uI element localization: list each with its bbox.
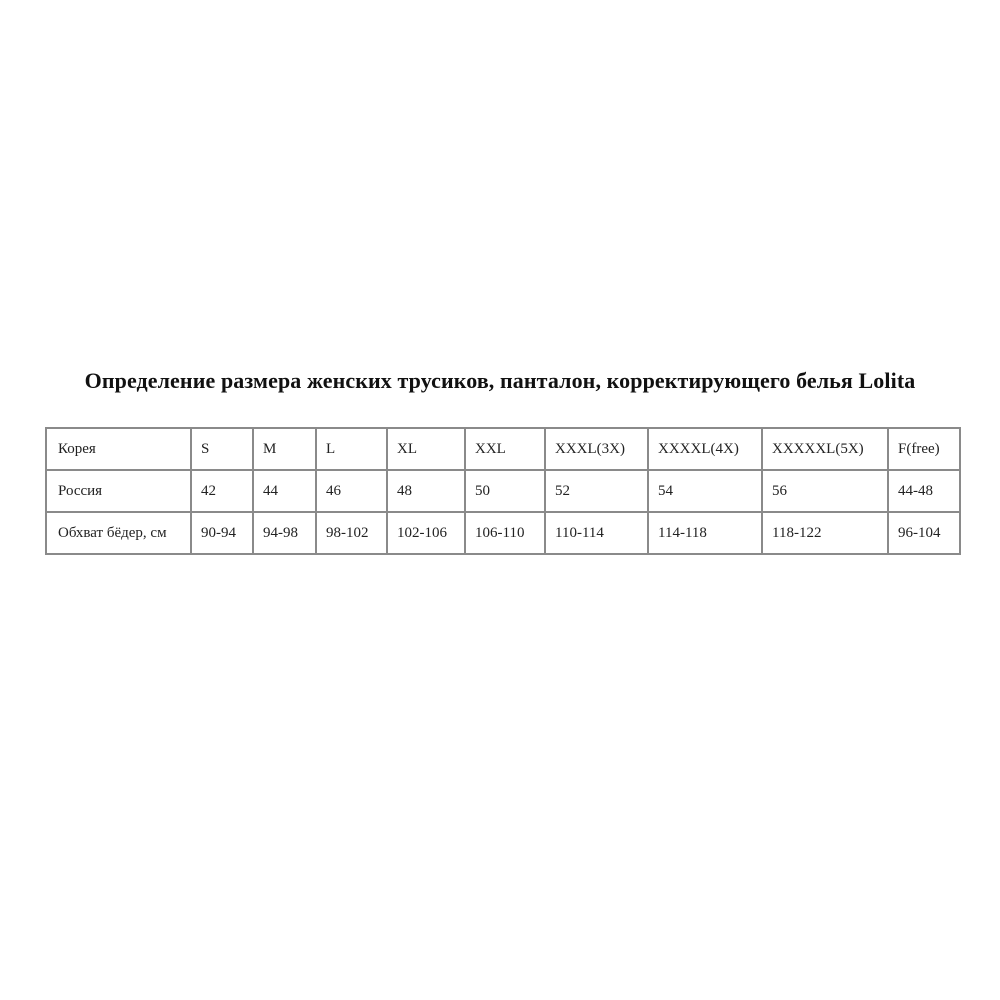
table-cell: F(free) xyxy=(888,428,960,470)
page-title: Определение размера женских трусиков, панталон, корректирующего белья Lolita xyxy=(84,368,916,393)
table-cell: 50 xyxy=(465,470,545,512)
table-cell: 106-110 xyxy=(465,512,545,554)
row-header-hip-girth: Обхват бёдер, см xyxy=(46,512,191,554)
table-cell: 44 xyxy=(253,470,316,512)
table-cell: 114-118 xyxy=(648,512,762,554)
table-row-russia xyxy=(46,470,960,512)
table-cell: L xyxy=(316,428,387,470)
table-cell: 110-114 xyxy=(545,512,648,554)
table-cell: XXXXXL(5X) xyxy=(762,428,888,470)
size-table xyxy=(45,427,961,555)
table-cell: 96-104 xyxy=(888,512,960,554)
table-cell: M xyxy=(253,428,316,470)
table-cell: XXXXL(4X) xyxy=(648,428,762,470)
table-cell: 52 xyxy=(545,470,648,512)
table-cell: 102-106 xyxy=(387,512,465,554)
table-cell: XXXL(3X) xyxy=(545,428,648,470)
row-header-russia: Россия xyxy=(46,470,191,512)
table-cell: 90-94 xyxy=(191,512,253,554)
table-row-hip-girth xyxy=(46,512,960,554)
table-cell: XXL xyxy=(465,428,545,470)
table-cell: 46 xyxy=(316,470,387,512)
table-cell: 44-48 xyxy=(888,470,960,512)
row-header-korea: Корея xyxy=(46,428,191,470)
table-cell: 98-102 xyxy=(316,512,387,554)
table-cell: 48 xyxy=(387,470,465,512)
table-row-korea xyxy=(46,428,960,470)
table-cell: 118-122 xyxy=(762,512,888,554)
table-cell: 54 xyxy=(648,470,762,512)
table-cell: S xyxy=(191,428,253,470)
table-cell: 56 xyxy=(762,470,888,512)
table-cell: 94-98 xyxy=(253,512,316,554)
table-cell: XL xyxy=(387,428,465,470)
table-cell: 42 xyxy=(191,470,253,512)
